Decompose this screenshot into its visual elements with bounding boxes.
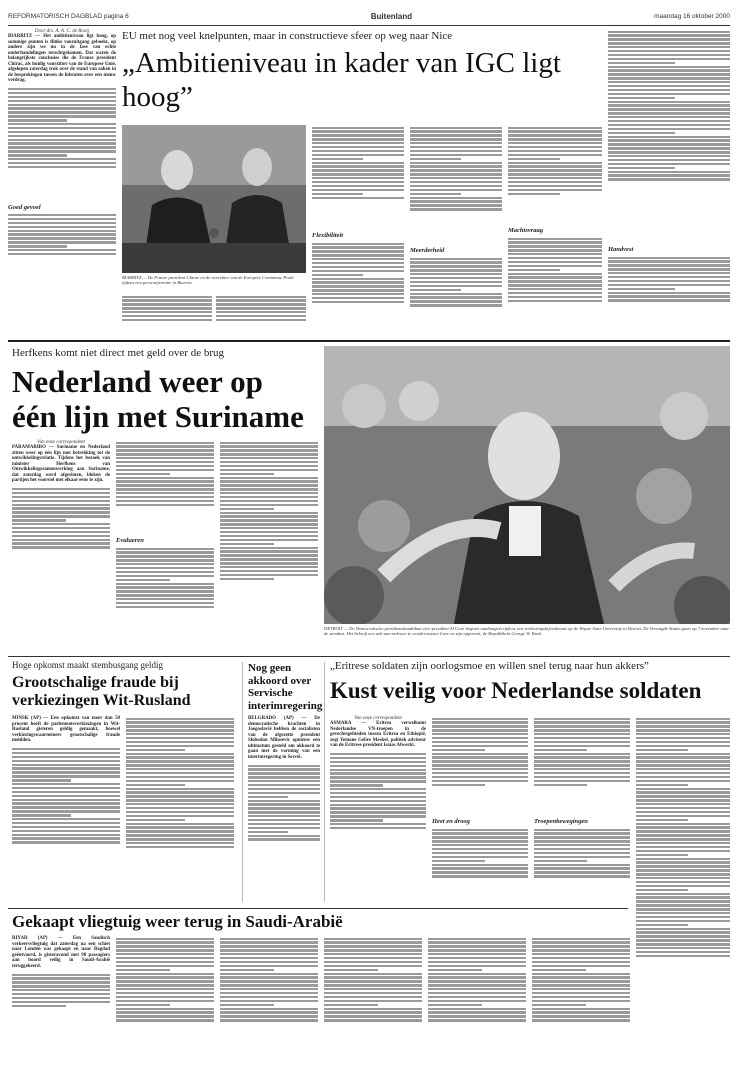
article1-headline: „Ambitieniveau in kader van IGC ligt hoog” [122, 47, 561, 113]
article1-body-text [608, 29, 730, 244]
article6-body-text [116, 936, 214, 1056]
article1-col5 [508, 125, 602, 335]
article2-lead: PARAMARIBO — Suriname en Nederland zitten weer op één lijn met betrekking tot de ontwikkelingsrelatie. Tijdens het bezoek van minister Herfkens van Ontwikkelingssamenwerking aan Suriname, dat zaterdag werd afgesloten, bleken de partijen het voorstel met elkaar eens te zijn. [12, 445, 110, 483]
article6-col6 [532, 936, 630, 1058]
article3-kicker: Hoge opkomst maakt stembusgang geldig [12, 660, 163, 670]
photo-al-gore-detroit-image [324, 346, 730, 624]
article5-lead: ASMARA — Eritrea verwelkomt Nederlandse VN-troepen in de gevechtsgebieden tussen Eritrea en Ethiopië, zegt Yemane Gebre Meskel, politiek adviseur van de Eritrese president Isaias Afwerki. [330, 721, 426, 748]
article5-byline: Van onze correspondent [354, 716, 402, 721]
article3-col2 [126, 716, 234, 902]
article5-col2 [432, 716, 528, 902]
article2-body-text [116, 546, 214, 636]
article1-photo-caption: BIARRITZ — De Franse president Chirac en de voorzitter van de Europese Commissie Prodi tijdens een persconferentie in Biarritz. [122, 275, 294, 286]
header-paper-name: REFORMATORISCH DAGBLAD pagina 6 [8, 12, 129, 20]
column-divider [242, 662, 243, 902]
article5-body-text [432, 827, 528, 902]
header-date: maandag 16 oktober 2000 [654, 12, 730, 20]
header-rule [8, 25, 730, 26]
article1-subhead-machtsvraag: Machtsvraag [508, 227, 544, 234]
article1-body-text [410, 256, 502, 331]
article2-byline: Van onze correspondent [37, 440, 85, 445]
article1-body-text [508, 125, 602, 225]
article6-lead: RIYAD (AP) — Een Saudisch verkeersvliegtuig dat zaterdag na een schiet naar Londen was gekaapt en naar Bagdad geëntvoerd, is gisteravond met 90 passagiers aan boord veilig in Saudi-Arabië teruggekeerd. [12, 936, 110, 969]
photo-al-gore-detroit [324, 346, 730, 624]
article2-body-text [12, 487, 110, 577]
header-section: Buitenland [370, 11, 413, 21]
article1-body-text [216, 294, 306, 332]
article1-body-text [8, 213, 116, 273]
article6-col5 [428, 936, 526, 1058]
article6-col1 [12, 936, 110, 1058]
section-rule [8, 656, 730, 657]
article2-col3 [220, 440, 318, 640]
section-rule [8, 908, 628, 909]
article3-col1 [12, 716, 120, 902]
article6-body-text [220, 936, 318, 1056]
article1-under-photo-col1 [122, 294, 212, 334]
article4-lead: BELGRADO (AP) — De democratische krachten in Joegoslavië hebben de socialisten van de afgezette president Slobodan Milosevic opnieuw een ultimatum gesteld om akkoord te gaan met de vorming van een interimregering in Servië. [248, 716, 320, 760]
section-rule [8, 340, 730, 342]
article1-body-text [312, 125, 404, 230]
article1-body-text [312, 241, 404, 331]
article3-lead: MINSK (AP) — Een opkomst van meer dan 50 procent heeft de parlementsverkiezingen in Wit-Rusland gisteren geldig gemaakt, hoewel verkiezingswaarnemers grootschalige fraude meldden. [12, 716, 120, 743]
article1-body-text [608, 255, 730, 325]
article5-subhead-troepenbewegingen: Troepenbewegingen [534, 818, 588, 825]
article2-headline-line1: Nederland weer op [12, 364, 263, 399]
article6-body-text [428, 936, 526, 1056]
article4-headline: Nog geen akkoord over Servische interimregering [248, 662, 323, 712]
photo-chirac-prodi-image [122, 125, 306, 273]
article2-subhead-evalueren: Evalueren [116, 537, 144, 544]
article2-body-text [220, 440, 318, 638]
article5-body-text [534, 827, 630, 902]
article5-subhead-heet-en-droog: Heet en droog [432, 818, 470, 825]
article5-body-text [330, 752, 426, 862]
article6-headline: Gekaapt vliegtuig weer terug in Saudi-Arabië [12, 912, 343, 931]
article3-body-text [12, 747, 120, 882]
article1-left-column [8, 29, 116, 329]
article4-body-text [248, 763, 320, 873]
article5-col1 [330, 716, 426, 902]
article2-kicker: Herfkens komt niet direct met geld over de brug [12, 347, 224, 359]
article1-col4 [410, 125, 502, 335]
article6-body-text [532, 936, 630, 1056]
article2-photo-caption: DETROIT — De Democratische presidentskandidaat vice-president Al Gore begroet aanhangers tijdens een verkiezingsbijeenkomst op de Wayne State University in Detroit. De Verenigde Staten gaan op 7 november naar de stembus. Het belooft een nek-aan-nekrace te worden tussen Gore en zijn opponent, de Republikein George W. Bush. [324, 626, 730, 637]
article5-kicker: „Eritrese soldaten zijn oorlogsmoe en willen snel terug naar hun akkers” [330, 660, 649, 672]
running-header [8, 10, 730, 22]
article5-col3 [534, 716, 630, 902]
article6-body-text [324, 936, 422, 1056]
article5-col4 [636, 716, 730, 1056]
article3-headline: Grootschalige fraude bij verkiezingen Wit-Rusland [12, 674, 191, 709]
article1-body-text [508, 236, 602, 331]
article5-body-text [432, 716, 528, 816]
photo-chirac-prodi [122, 125, 306, 273]
article1-subhead-goed-gevoel: Goed gevoel [8, 203, 41, 211]
article6-col3 [220, 936, 318, 1058]
article5-headline: Kust veilig voor Nederlandse soldaten [330, 678, 702, 703]
article1-subhead-flexibiliteit: Flexibiliteit [312, 232, 344, 239]
article2-body-text [116, 440, 214, 535]
article1-lead: BIARRITZ — Het ambitieniveau ligt hoog, op sommige punten is flinke vooruitgang geboekt, op andere zijn we nu in de fase van echte onderhandelingen terechtgekomen. Dat waren de belangrijkste conclusies die de Franse president Chirac, als huidig voorzitter van de Europese Unie, afgelopen zaterdag trok over de stand van zaken in de besprekingen tussen de lidstaten over een nieuw verdrag. [8, 34, 116, 83]
article1-subhead-meerderheid: Meerderheid [410, 247, 445, 254]
article1-body-text [122, 294, 212, 332]
article6-col4 [324, 936, 422, 1058]
article1-body-text [410, 125, 502, 245]
article1-byline: Door drs. A. A. C. de Rooij [34, 29, 90, 34]
article2-col1 [12, 440, 110, 640]
article2-col2 [116, 440, 214, 640]
article1-subhead-handvest: Handvest [608, 246, 634, 253]
article1-under-photo-col2 [216, 294, 306, 334]
article2-headline-line2: één lijn met Suriname [12, 399, 304, 434]
article3-body-text [126, 716, 234, 900]
article1-body-text [8, 87, 116, 202]
article5-body-text [636, 716, 730, 1054]
article6-body-text [12, 972, 110, 1022]
article4-col1 [248, 716, 320, 902]
article6-col2 [116, 936, 214, 1058]
article1-col3 [312, 125, 404, 335]
article1-col6 [608, 29, 730, 335]
article2-headline [12, 364, 317, 434]
column-divider [324, 662, 325, 902]
article5-body-text [534, 716, 630, 816]
article1-kicker: EU met nog veel knelpunten, maar in constructieve sfeer op weg naar Nice [122, 30, 453, 42]
